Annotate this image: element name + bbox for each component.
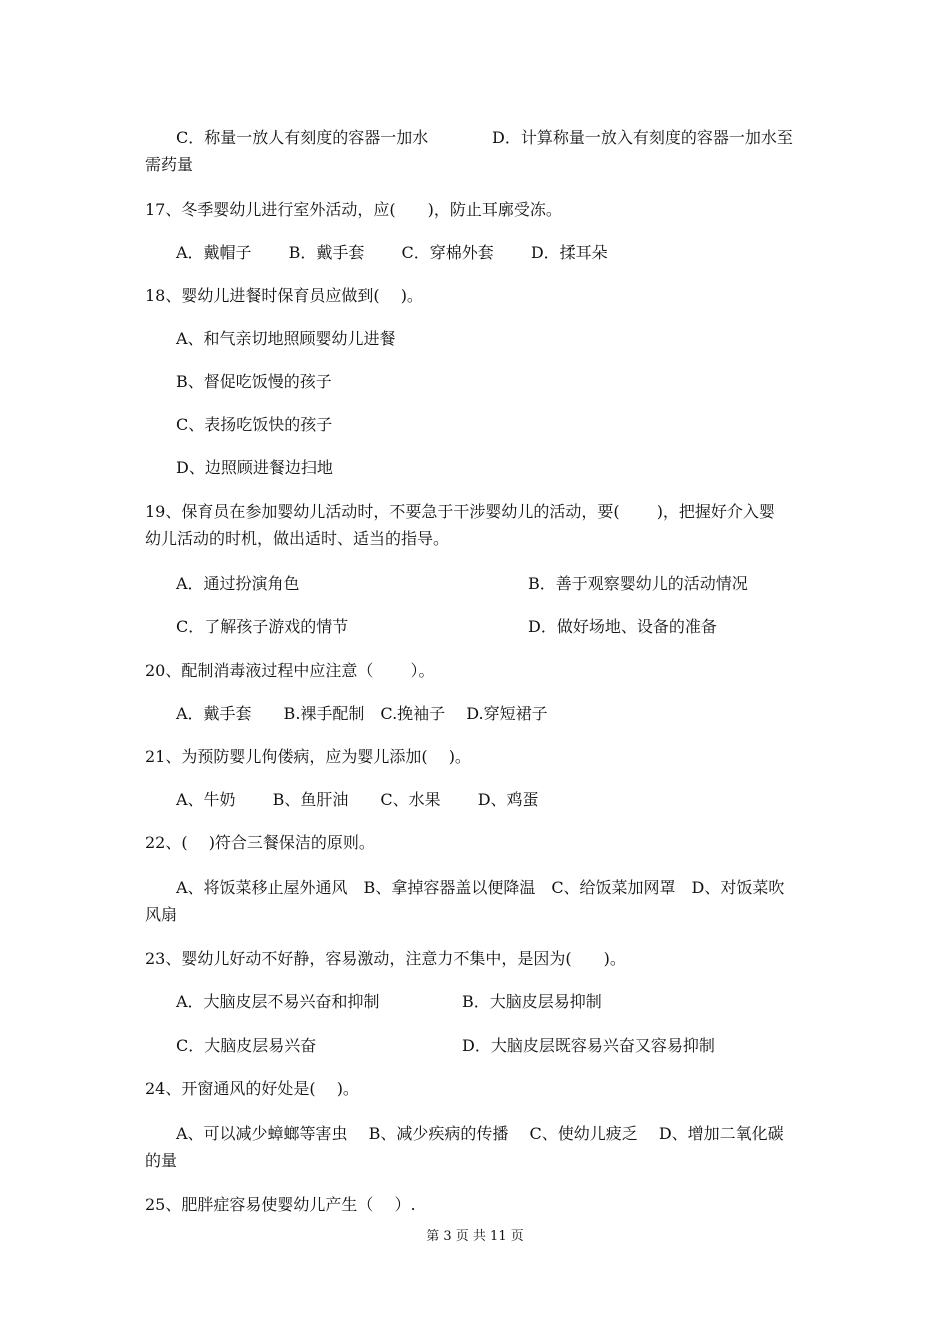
question-22: 22、( )符合三餐保洁的原则。 — [145, 833, 375, 852]
question-19-option-b: B．善于观察婴幼儿的活动情况 — [528, 574, 748, 593]
question-20: 20、配制消毒液过程中应注意（ ）。 — [145, 661, 435, 680]
question-18-option-a: A、和气亲切地照顾婴幼儿进餐 — [176, 329, 396, 348]
question-24: 24、开窗通风的好处是( )。 — [145, 1079, 359, 1098]
question-19-option-a: A．通过扮演角色 — [176, 574, 300, 593]
question-19-continuation: 幼儿活动的时机，做出适时、适当的指导。 — [145, 529, 450, 548]
question-21-options: A、牛奶 B、鱼肝油 C、水果 D、鸡蛋 — [176, 790, 539, 809]
option-d-weighing: D．计算称量一放入有刻度的容器一加水至 — [492, 128, 793, 147]
question-19-option-c: C．了解孩子游戏的情节 — [176, 617, 349, 636]
question-19-option-d: D．做好场地、设备的准备 — [528, 617, 717, 636]
question-18: 18、婴幼儿进餐时保育员应做到( )。 — [145, 286, 423, 305]
question-23: 23、婴幼儿好动不好静，容易激动，注意力不集中，是因为( )。 — [145, 949, 626, 968]
option-c-weighing: C．称量一放人有刻度的容器一加水 — [176, 128, 429, 147]
question-18-option-b: B、督促吃饭慢的孩子 — [176, 372, 332, 391]
question-17-options: A．戴帽子 B．戴手套 C．穿棉外套 D．揉耳朵 — [176, 243, 608, 262]
question-19: 19、保育员在参加婴幼儿活动时，不要急于干涉婴幼儿的活动，要( )，把握好介入婴 — [145, 502, 775, 521]
question-20-options: A．戴手套 B.裸手配制 C.挽袖子 D.穿短裙子 — [176, 704, 548, 723]
question-22-options: A、将饭菜移止屋外通风 B、拿掉容器盖以便降温 C、给饭菜加网罩 D、对饭菜吹 — [176, 878, 785, 897]
option-d-continuation: 需药量 — [145, 155, 194, 174]
question-22-continuation: 风扇 — [145, 905, 178, 924]
question-24-continuation: 的量 — [145, 1151, 178, 1170]
question-23-option-c: C．大脑皮层易兴奋 — [176, 1036, 317, 1055]
question-21: 21、为预防婴儿佝偻病，应为婴儿添加( )。 — [145, 747, 471, 766]
question-18-option-d: D、边照顾进餐边扫地 — [176, 458, 333, 477]
question-24-options: A、可以减少蟑螂等害虫 B、减少疾病的传播 C、使幼儿疲乏 D、增加二氧化碳 — [176, 1124, 784, 1143]
page-number-footer: 第 3 页 共 11 页 — [426, 1229, 524, 1244]
question-25: 25、肥胖症容易使婴幼儿产生（ ）. — [145, 1195, 416, 1214]
question-23-option-a: A．大脑皮层不易兴奋和抑制 — [176, 992, 380, 1011]
question-17: 17、冬季婴幼儿进行室外活动，应( )，防止耳廓受冻。 — [145, 200, 562, 219]
question-23-option-b: B．大脑皮层易抑制 — [462, 992, 602, 1011]
question-23-option-d: D．大脑皮层既容易兴奋又容易抑制 — [462, 1036, 715, 1055]
question-18-option-c: C、表扬吃饭快的孩子 — [176, 415, 333, 434]
